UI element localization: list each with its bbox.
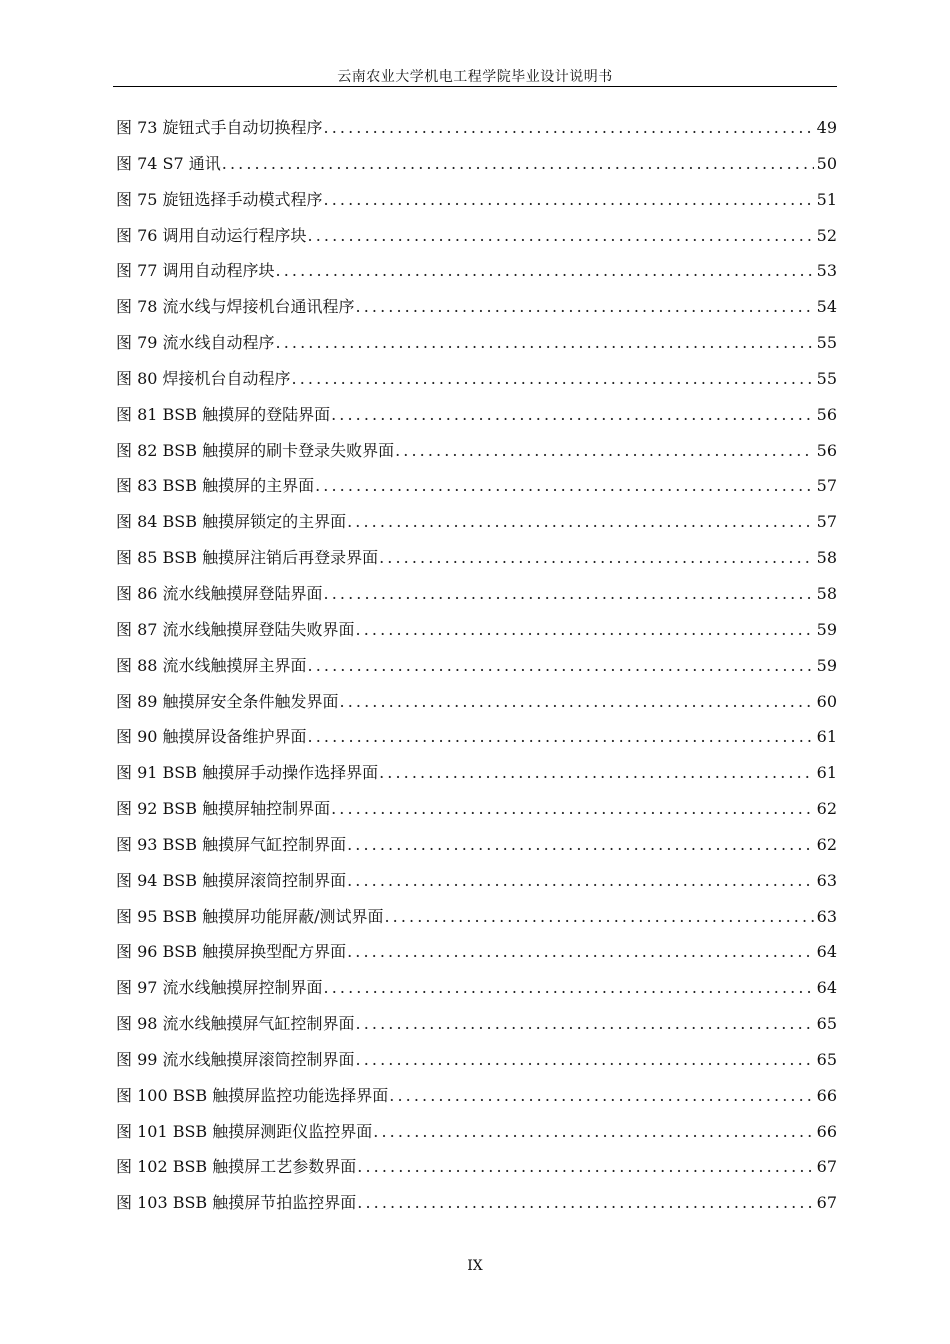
toc-entry-label: 图 85 BSB 触摸屏注销后再登录界面 <box>116 548 379 568</box>
toc-entry-page: 59 <box>816 619 837 639</box>
toc-entry[interactable] <box>116 218 837 254</box>
toc-entry-label: 图 78 流水线与焊接机台通讯程序 <box>116 297 355 317</box>
header-rule <box>113 86 837 87</box>
toc-entry-label: 图 76 调用自动运行程序块 <box>116 225 307 245</box>
dot-leader <box>347 934 814 970</box>
toc-entry[interactable] <box>116 289 837 325</box>
toc-entry-label: 图 90 触摸屏设备维护界面 <box>116 727 307 747</box>
figure-list <box>116 110 837 1221</box>
toc-entry-page: 67 <box>816 1157 837 1177</box>
toc-entry[interactable] <box>116 576 837 612</box>
dot-leader <box>395 433 814 469</box>
toc-entry-label: 图 89 触摸屏安全条件触发界面 <box>116 691 339 711</box>
toc-entry[interactable] <box>116 1006 837 1042</box>
dot-leader <box>356 612 814 648</box>
dot-leader <box>276 325 814 361</box>
dot-leader <box>389 1078 813 1114</box>
toc-entry[interactable] <box>116 791 837 827</box>
toc-entry-page: 57 <box>816 476 837 496</box>
toc-entry-page: 50 <box>816 153 837 173</box>
toc-entry-page: 67 <box>816 1193 837 1213</box>
dot-leader <box>308 648 814 684</box>
dot-leader <box>308 218 814 254</box>
dot-leader <box>385 899 814 935</box>
toc-entry[interactable] <box>116 1185 837 1221</box>
toc-entry[interactable] <box>116 934 837 970</box>
dot-leader <box>222 146 814 182</box>
toc-entry-page: 64 <box>816 978 837 998</box>
dot-leader <box>373 1114 813 1150</box>
toc-entry-page: 62 <box>816 834 837 854</box>
toc-entry-page: 60 <box>816 691 837 711</box>
dot-leader <box>357 1185 813 1221</box>
toc-entry-label: 图 91 BSB 触摸屏手动操作选择界面 <box>116 763 379 783</box>
toc-entry-label: 图 94 BSB 触摸屏滚筒控制界面 <box>116 870 347 890</box>
toc-entry-page: 56 <box>816 404 837 424</box>
toc-entry-label: 图 103 BSB 触摸屏节拍监控界面 <box>116 1193 357 1213</box>
toc-entry-label: 图 87 流水线触摸屏登陆失败界面 <box>116 619 355 639</box>
toc-entry-label: 图 74 S7 通讯 <box>116 153 221 173</box>
toc-entry-label: 图 92 BSB 触摸屏轴控制界面 <box>116 799 331 819</box>
toc-entry-label: 图 88 流水线触摸屏主界面 <box>116 655 307 675</box>
toc-entry-label: 图 73 旋钮式手自动切换程序 <box>116 118 323 137</box>
dot-leader <box>315 468 814 504</box>
toc-entry[interactable] <box>116 648 837 684</box>
toc-entry-page: 62 <box>816 799 837 819</box>
toc-entry-page: 63 <box>816 906 837 926</box>
toc-entry[interactable] <box>116 1078 837 1114</box>
toc-entry[interactable] <box>116 433 837 469</box>
toc-entry-label: 图 77 调用自动程序块 <box>116 261 275 281</box>
toc-entry-page: 66 <box>816 1121 837 1141</box>
toc-entry-label: 图 84 BSB 触摸屏锁定的主界面 <box>116 512 347 532</box>
dot-leader <box>347 863 814 899</box>
toc-entry-page: 66 <box>816 1085 837 1105</box>
dot-leader <box>331 397 814 433</box>
toc-entry[interactable] <box>116 1042 837 1078</box>
dot-leader <box>324 110 814 146</box>
toc-entry-label: 图 83 BSB 触摸屏的主界面 <box>116 476 315 496</box>
toc-entry-page: 53 <box>816 261 837 281</box>
toc-entry-page: 55 <box>816 368 837 388</box>
toc-entry[interactable] <box>116 899 837 935</box>
toc-entry-page: 55 <box>816 333 837 353</box>
toc-entry[interactable] <box>116 182 837 218</box>
toc-entry-label: 图 75 旋钮选择手动模式程序 <box>116 189 323 209</box>
toc-entry[interactable] <box>116 755 837 791</box>
toc-entry-page: 65 <box>816 1049 837 1069</box>
toc-entry[interactable] <box>116 863 837 899</box>
toc-entry[interactable] <box>116 612 837 648</box>
page-number: IX <box>467 1258 483 1274</box>
dot-leader <box>292 361 814 397</box>
toc-entry[interactable] <box>116 1114 837 1150</box>
dot-leader <box>347 504 814 540</box>
toc-entry-label: 图 97 流水线触摸屏控制界面 <box>116 978 323 998</box>
toc-entry-label: 图 82 BSB 触摸屏的刷卡登录失败界面 <box>116 440 395 460</box>
toc-entry-page: 54 <box>816 297 837 317</box>
dot-leader <box>340 684 814 720</box>
toc-entry-page: 61 <box>816 763 837 783</box>
toc-entry-page: 58 <box>816 548 837 568</box>
toc-entry-page: 59 <box>816 655 837 675</box>
toc-entry[interactable] <box>116 146 837 182</box>
toc-entry-page: 58 <box>816 583 837 603</box>
toc-entry-label: 图 93 BSB 触摸屏气缸控制界面 <box>116 834 347 854</box>
toc-entry-page: 51 <box>816 189 837 209</box>
toc-entry-label: 图 98 流水线触摸屏气缸控制界面 <box>116 1014 355 1034</box>
toc-entry[interactable] <box>116 504 837 540</box>
toc-entry-label: 图 100 BSB 触摸屏监控功能选择界面 <box>116 1085 389 1105</box>
dot-leader <box>347 827 814 863</box>
page-header: 云南农业大学机电工程学院毕业设计说明书 <box>337 69 613 85</box>
dot-leader <box>356 289 814 325</box>
toc-entry-page: 61 <box>816 727 837 747</box>
toc-entry[interactable] <box>116 397 837 433</box>
dot-leader <box>379 540 814 576</box>
toc-entry[interactable] <box>116 719 837 755</box>
toc-entry-page: 49 <box>816 118 837 137</box>
toc-entry-page: 64 <box>816 942 837 962</box>
dot-leader <box>324 182 814 218</box>
toc-entry-label: 图 81 BSB 触摸屏的登陆界面 <box>116 404 331 424</box>
toc-entry-page: 63 <box>816 870 837 890</box>
toc-entry-label: 图 86 流水线触摸屏登陆界面 <box>116 583 323 603</box>
toc-entry[interactable] <box>116 361 837 397</box>
toc-entry-page: 56 <box>816 440 837 460</box>
dot-leader <box>331 791 814 827</box>
toc-entry[interactable] <box>116 110 837 146</box>
toc-entry-label: 图 95 BSB 触摸屏功能屏蔽/测试界面 <box>116 906 384 926</box>
dot-leader <box>357 1149 813 1185</box>
toc-entry-label: 图 102 BSB 触摸屏工艺参数界面 <box>116 1157 357 1177</box>
toc-entry-label: 图 96 BSB 触摸屏换型配方界面 <box>116 942 347 962</box>
toc-entry[interactable] <box>116 468 837 504</box>
toc-entry[interactable] <box>116 325 837 361</box>
dot-leader <box>276 253 814 289</box>
toc-entry[interactable] <box>116 1149 837 1185</box>
toc-entry[interactable] <box>116 684 837 720</box>
toc-entry-page: 52 <box>816 225 837 245</box>
dot-leader <box>324 576 814 612</box>
toc-entry[interactable] <box>116 540 837 576</box>
toc-entry[interactable] <box>116 253 837 289</box>
dot-leader <box>324 970 814 1006</box>
dot-leader <box>308 719 814 755</box>
dot-leader <box>356 1042 814 1078</box>
dot-leader <box>356 1006 814 1042</box>
toc-entry-page: 65 <box>816 1014 837 1034</box>
toc-entry-page: 57 <box>816 512 837 532</box>
toc-entry[interactable] <box>116 970 837 1006</box>
toc-entry-label: 图 79 流水线自动程序 <box>116 333 275 353</box>
toc-entry[interactable] <box>116 827 837 863</box>
toc-entry-label: 图 101 BSB 触摸屏测距仪监控界面 <box>116 1121 373 1141</box>
dot-leader <box>379 755 814 791</box>
toc-entry-label: 图 80 焊接机台自动程序 <box>116 368 291 388</box>
toc-entry-label: 图 99 流水线触摸屏滚筒控制界面 <box>116 1049 355 1069</box>
